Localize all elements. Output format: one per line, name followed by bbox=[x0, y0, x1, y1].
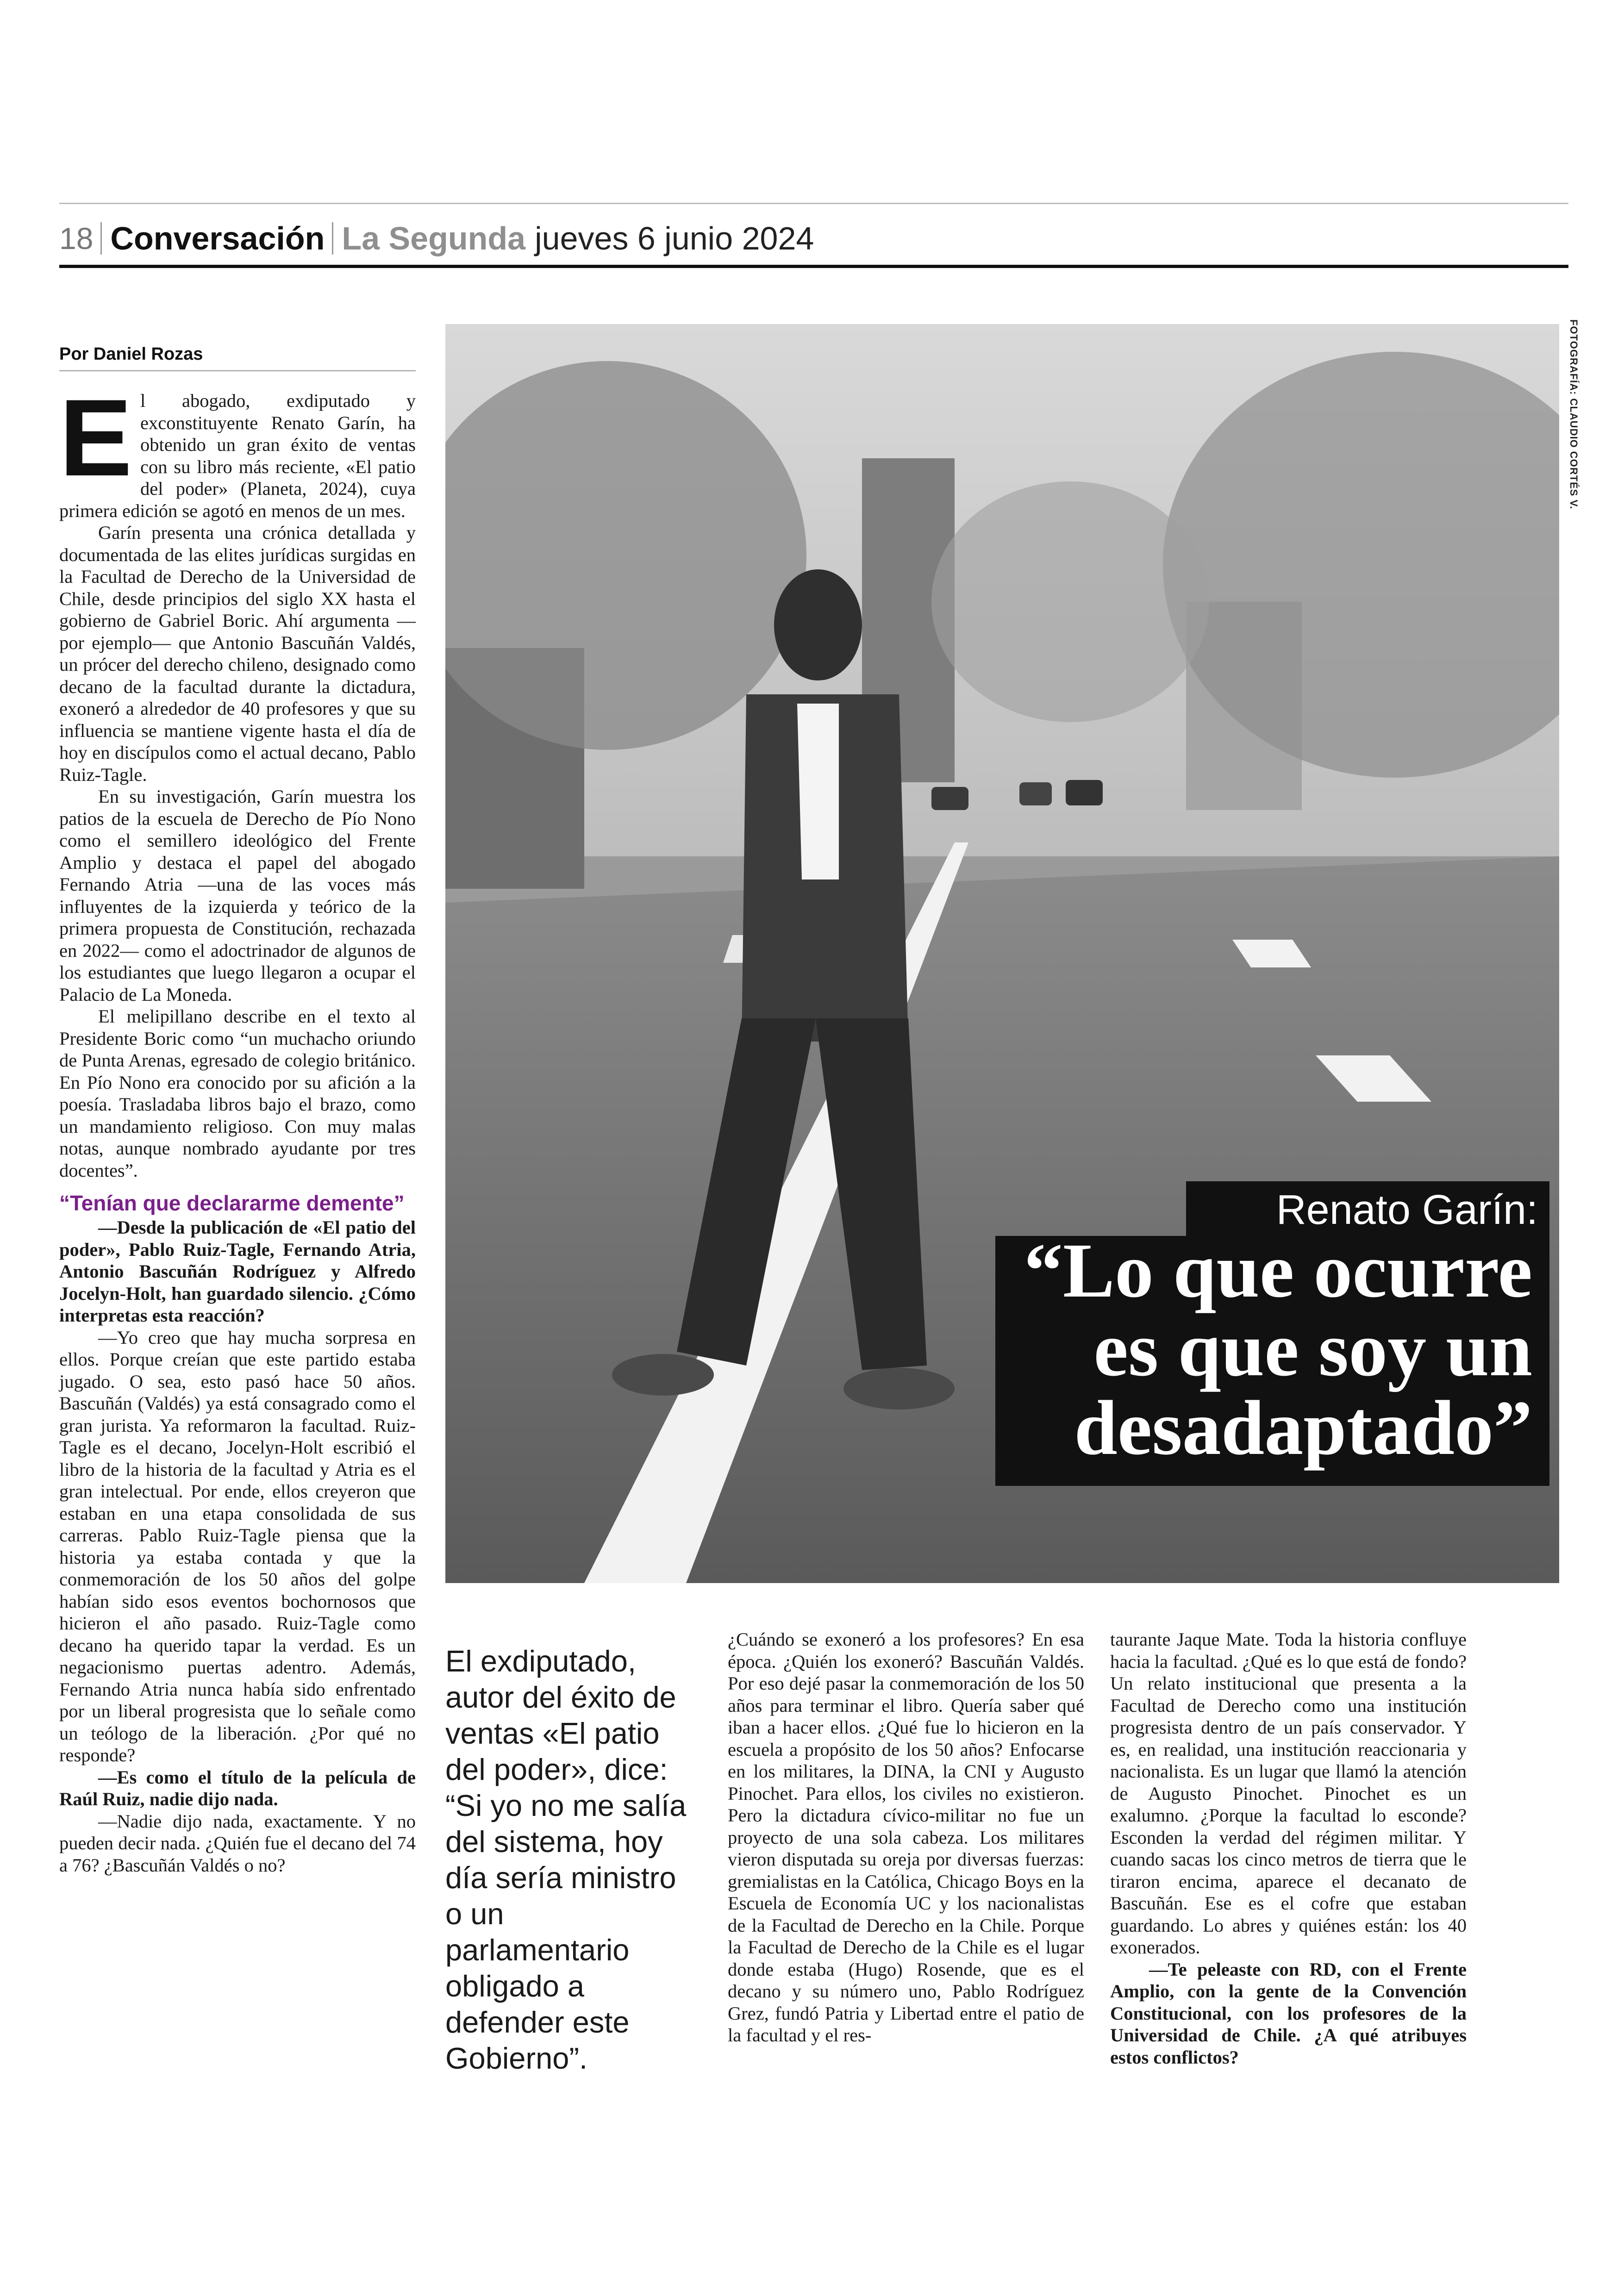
byline: Por Daniel Rozas bbox=[59, 344, 203, 364]
headline-name: Renato Garín: bbox=[1276, 1187, 1538, 1233]
pull-quote: El exdiputado, autor del éxito de ventas «El patio del poder», dice: “Si yo no me salía del sistema, hoy día sería ministro o un parlamentario obligado a defender este Gobierno”. bbox=[445, 1644, 687, 2075]
article-column-1 bbox=[59, 377, 416, 1876]
header-bottom-rule bbox=[59, 265, 1568, 268]
article-paragraph: El melipillano describe en el texto al Presidente Boric como “un muchacho oriundo de Punta Arenas, egresado de colegio británico. En Pío Nono era conocido por su afición a la poesía. Trasladaba libros bajo el brazo, como un mandamiento religioso. Con muy malas notas, aunque nombrado ayudante por tres docentes”. bbox=[59, 1006, 416, 1181]
photo-credit: FOTOGRAFÍA: CLAUDIO CORTÉS V. bbox=[1568, 319, 1580, 510]
byline-rule bbox=[59, 370, 416, 371]
lead-paragraph bbox=[59, 377, 416, 522]
article-paragraph: En su investigación, Garín muestra los patios de la escuela de Derecho de Pío Nono como el semillero ideológico del Frente Amplio y destaca el papel del abogado Fernando Atria —una de las voces más influyentes de la izquierda y teórico de la primera propuesta de Constitución, rechazada en 2022— como el adoctrinador de algunos de los estudiantes que luego llegaron a ocupar el Palacio de La Moneda. bbox=[59, 786, 416, 1005]
interview-question: —Te peleaste con RD, con el Frente Amplio, con la gente de la Convención Constitucional, con los profesores de la Universidad de Chile. ¿A qué atribuyes estos conflictos? bbox=[1110, 1958, 1467, 2068]
newspaper-name: La Segunda bbox=[342, 220, 526, 256]
interview-answer: —Yo creo que hay mucha sorpresa en ellos. Porque creían que este partido estaba jugado. O sea, esto pasó hace 50 años. Bascuñán (Valdés) ya está consagrado como el gran jurista. Ya reformaron la facultad. Ruiz-Tagle es el decano, Jocelyn-Holt escribió el libro de la historia de la facultad y Atria es el gran intelectual. Por ende, ellos creyeron que estaban en una etapa consolidada de sus carreras. Pablo Ruiz-Tagle piensa que la historia ya estaba contada y que la conmemoración de los 50 años del golpe habían sido esos eventos bochornosos que hicieron el año pasado. Ruiz-Tagle como decano ha querido tapar la verdad. Es un negacionismo puertas adentro. Además, Fernando Atria nunca había sido enfrentado por un liberal progresista que lo señale como un teólogo de la liberación. ¿Por qué no responde? bbox=[59, 1327, 416, 1765]
article-column-2 bbox=[728, 1628, 1084, 2046]
interview-answer: —Nadie dijo nada, exactamente. Y no pueden decir nada. ¿Quién fue el decano del 74 a 76? ¿Bascuñán Valdés o no? bbox=[59, 1810, 416, 1876]
interview-question: —Desde la publicación de «El patio del poder», Pablo Ruiz-Tagle, Fernando Atria, Antonio Bascuñán Rodríguez y Alfredo Jocelyn-Holt, han guardado silencio. ¿Cómo interpretas esta reacción? bbox=[59, 1217, 416, 1326]
issue-date: jueves 6 junio 2024 bbox=[535, 220, 814, 256]
article-paragraph: Garín presenta una crónica detallada y documentada de las elites jurídicas surgidas en la Facultad de Derecho de la Universidad de Chile, desde principios del siglo XX hasta el gobierno de Gabriel Boric. Ahí argumenta —por ejemplo— que Antonio Bascuñán Valdés, un prócer del derecho chileno, designado como decano de la facultad durante la dictadura, exoneró a alrededor de 40 profesores y que su influencia se mantiene vigente hasta el día de hoy en discípulos como el actual decano, Pablo Ruiz-Tagle. bbox=[59, 522, 416, 785]
interview-answer-continued: ¿Cuándo se exoneró a los profesores? En esa época. ¿Quién los exoneró? Bascuñán Valdés. Por eso dejé pasar la conmemoración de los 50 años para terminar el libro. Quería saber qué iban a hacer ellos. ¿Qué fue lo hicieron en la escuela a propósito de los 50 años? Enfocarse en los militares, la DINA, la CNI y Augusto Pinochet. Para ellos, los civiles no existieron. Pero la dictadura cívico-militar no fue un proyecto de una sola cabeza. Los militares vieron disputada su oreja por diversas fuerzas: gremialistas en la Católica, Chicago Boys en la Escuela de Economía UC y los nacionalistas de la Facultad de Derecho en la Chile. Porque la Facultad de Derecho de la Chile es el lugar donde estaba (Hugo) Rosende, que es el decano y su número uno, Pablo Rodríguez Grez, fundó Patria y Libertad entre el patio de la facultad y el res- bbox=[728, 1629, 1084, 2046]
interview-answer-continued: taurante Jaque Mate. Toda la historia confluye hacia la facultad. ¿Qué es lo que está de fondo? Un relato institucional que presenta a la Facultad de Derecho como una institución progresista dentro de un país conservador. Y es, en realidad, una institución reaccionaria y nacionalista. Es un lugar que llamó la atención de Augusto Pinochet. Pinochet es un exalumno. ¿Porque la facultad lo esconde? Esconden la verdad del régimen militar. Y cuando sacas los cinco metros de tierra que le tiraron encima, aparece el decanato de Bascuñán. Ese es el cofre que estaban guardando. Lo abres y quiénes están: los 40 exonerados. bbox=[1110, 1629, 1467, 1958]
header-top-rule bbox=[59, 203, 1568, 204]
subhead: “Tenían que declararme demente” bbox=[59, 1191, 405, 1215]
page-number: 18 bbox=[59, 222, 102, 255]
interview-question: —Es como el título de la película de Raúl Ruiz, nadie dijo nada. bbox=[59, 1766, 416, 1809]
page-header bbox=[59, 211, 814, 266]
drop-cap: E bbox=[59, 377, 132, 499]
section-name: Conversación bbox=[102, 222, 333, 255]
lead-text: l abogado, exdiputado y exconstituyente Renato Garín, ha obtenido un gran éxito de ventas con su libro más reciente, «El patio del poder» (Planeta, 2024), cuya primera edición se agotó en menos de un mes. bbox=[59, 390, 416, 521]
headline-quote: “Lo que ocurre es que soy un desadaptado” bbox=[1024, 1228, 1532, 1471]
article-column-3 bbox=[1110, 1628, 1467, 2068]
